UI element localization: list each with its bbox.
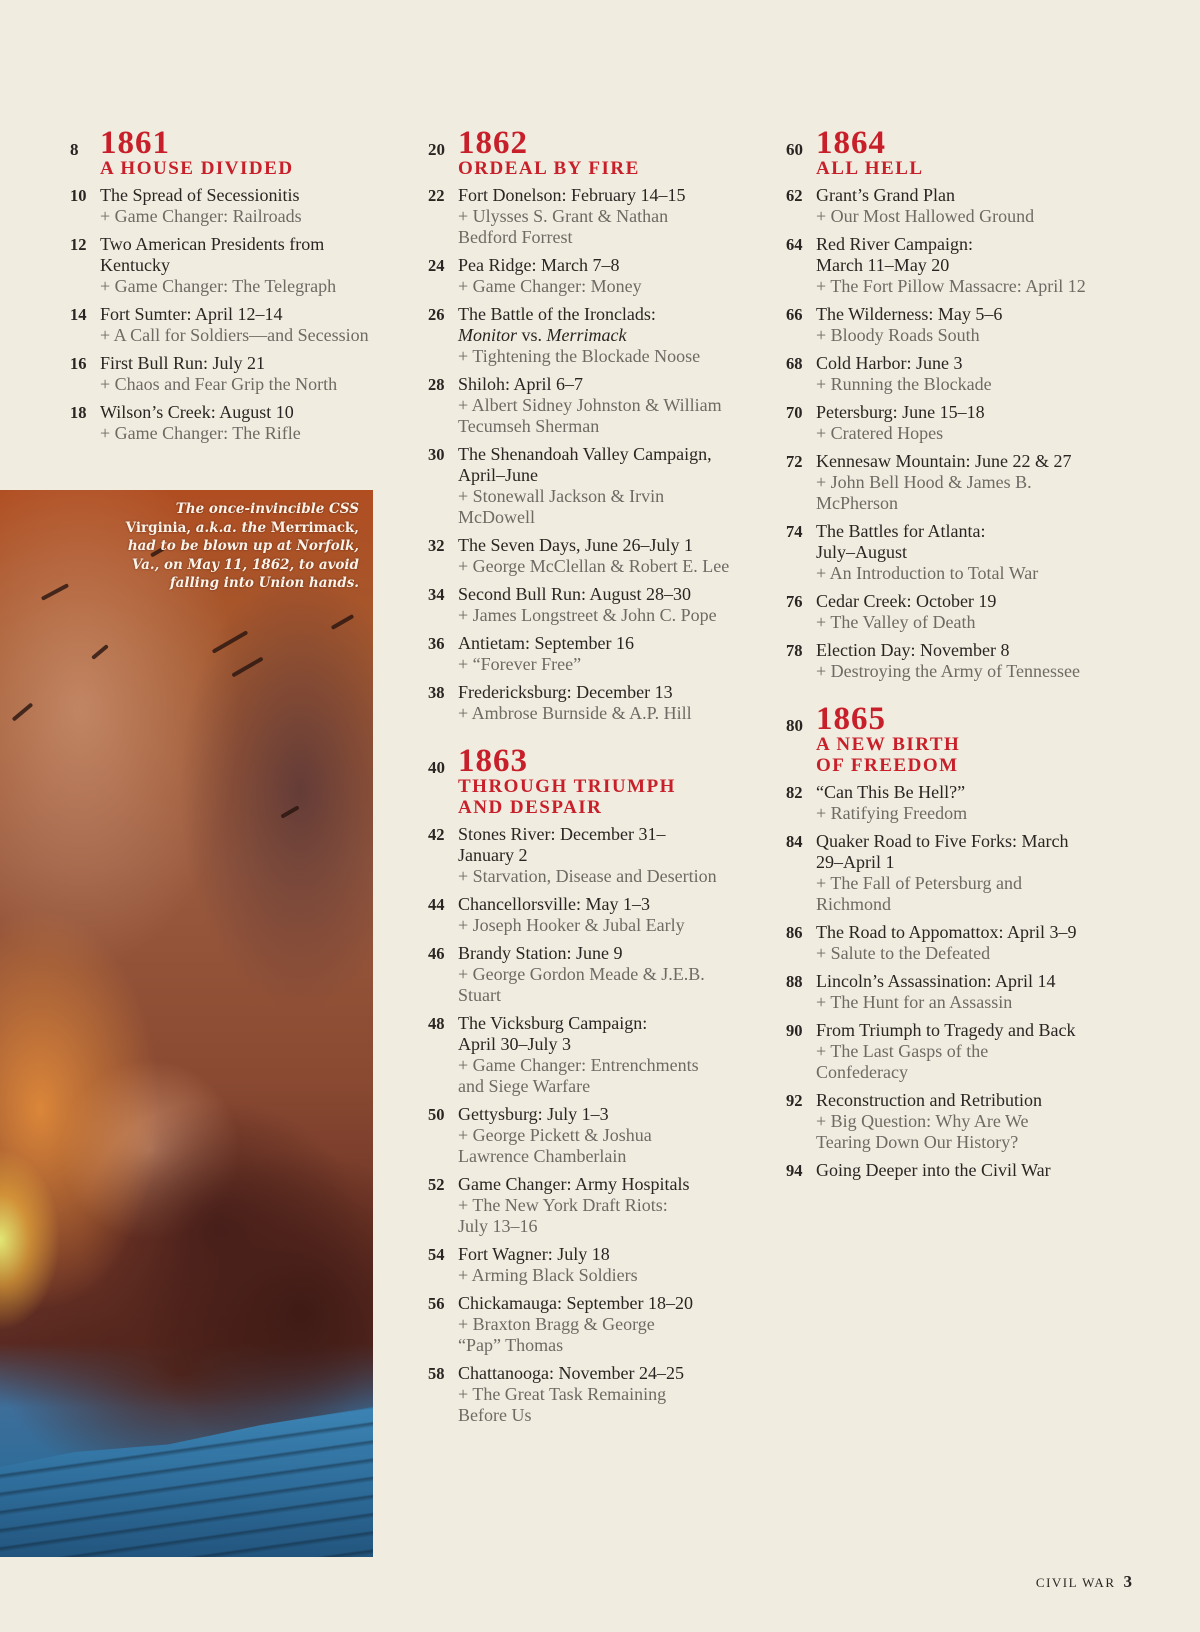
entry-subtitle: + The Last Gasps of the [816, 1041, 989, 1061]
entry-page-number: 88 [786, 972, 803, 991]
debris-mark [91, 644, 109, 660]
entry-subtitle: + Cratered Hopes [816, 423, 944, 443]
entry-title: The Road to Appomattox: April 3–9 [816, 922, 1077, 942]
debris-mark [12, 702, 34, 721]
toc-entry[interactable] [70, 353, 410, 395]
entry-title: Fort Donelson: February 14–15 [458, 185, 686, 205]
section-subtitle: THROUGH TRIUMPH [458, 776, 676, 797]
entry-page-number: 24 [428, 256, 445, 275]
section-subtitle: ALL HELL [816, 158, 924, 179]
toc-column-1 [70, 125, 410, 466]
entry-body [816, 971, 1146, 1013]
entry-page-number: 10 [70, 186, 87, 205]
entry-body [816, 1090, 1146, 1153]
section-heading [70, 125, 410, 179]
toc-entry[interactable] [428, 1293, 778, 1356]
entry-title: Chattanooga: November 24–25 [458, 1363, 684, 1383]
section-subtitle: OF FREEDOM [816, 755, 959, 776]
debris-mark [331, 614, 355, 630]
entry-page-number: 94 [786, 1161, 803, 1180]
entry-page-number: 86 [786, 923, 803, 942]
debris-mark [212, 630, 249, 653]
entry-subtitle: + Salute to the Defeated [816, 943, 991, 963]
toc-section-1863 [428, 743, 778, 1426]
entry-subtitle: + Joseph Hooker & Jubal Early [458, 915, 685, 935]
toc-entry[interactable] [70, 234, 410, 297]
entry-body [458, 1363, 778, 1426]
toc-entry[interactable] [786, 185, 1146, 227]
entry-title: April–June [458, 465, 538, 485]
ship-name: Merrimack [546, 325, 627, 345]
toc-entry[interactable] [428, 1013, 778, 1097]
entry-subtitle: + Game Changer: The Telegraph [100, 276, 337, 296]
toc-section-1865 [786, 701, 1146, 1181]
entry-body [458, 255, 778, 297]
entry-page-number: 84 [786, 832, 803, 851]
photo-caption [99, 500, 359, 593]
entry-page-number: 62 [786, 186, 803, 205]
entry-page-number: 16 [70, 354, 87, 373]
section-heading-text [100, 125, 410, 179]
entry-page-number: 70 [786, 403, 803, 422]
entry-body [458, 943, 778, 1006]
photo-water [0, 1407, 373, 1557]
entry-page-number: 14 [70, 305, 87, 324]
entry-body [816, 591, 1146, 633]
entry-title: 29–April 1 [816, 852, 895, 872]
entry-subtitle: Stuart [458, 985, 501, 1005]
entry-title: The Battles for Atlanta: [816, 521, 986, 541]
section-heading [786, 701, 1146, 776]
entry-page-number: 90 [786, 1021, 803, 1040]
entry-page-number: 54 [428, 1245, 445, 1264]
entry-subtitle: July 13–16 [458, 1216, 538, 1236]
entry-body [816, 521, 1146, 584]
caption-line [99, 519, 359, 538]
entry-body [458, 894, 778, 936]
entry-subtitle: + Bloody Roads South [816, 325, 980, 345]
entry-subtitle: + Ulysses S. Grant & Nathan [458, 206, 669, 226]
entry-page-number: 44 [428, 895, 445, 914]
entry-body [816, 234, 1146, 297]
entry-body [458, 185, 778, 248]
entry-page-number: 58 [428, 1364, 445, 1383]
toc-entry[interactable] [428, 633, 778, 675]
entry-subtitle: Bedford Forrest [458, 227, 573, 247]
entry-subtitle: + George Pickett & Joshua [458, 1125, 652, 1145]
entry-title: Two American Presidents from [100, 234, 325, 254]
entry-body [458, 824, 778, 887]
entry-title: Brandy Station: June 9 [458, 943, 623, 963]
entry-subtitle: + Albert Sidney Johnston & William [458, 395, 722, 415]
entry-body [458, 633, 778, 675]
entry-title: Gettysburg: July 1–3 [458, 1104, 609, 1124]
toc-entry[interactable] [428, 374, 778, 437]
entry-title: Kennesaw Mountain: June 22 & 27 [816, 451, 1072, 471]
entry-body [458, 1174, 778, 1237]
caption-segment: The once-invincible CSS [175, 501, 359, 517]
debris-mark [231, 657, 263, 678]
entry-title: Cold Harbor: June 3 [816, 353, 963, 373]
entry-page-number: 92 [786, 1091, 803, 1110]
entry-body [100, 402, 410, 444]
entry-subtitle: + Tightening the Blockade Noose [458, 346, 701, 366]
section-year: 1864 [816, 125, 886, 161]
section-heading-text [816, 701, 1146, 776]
entry-body [816, 304, 1146, 346]
toc-entry[interactable] [786, 591, 1146, 633]
entry-subtitle: + Starvation, Disease and Desertion [458, 866, 717, 886]
entry-title: The Battle of the Ironclads: [458, 304, 656, 324]
entry-title: The Wilderness: May 5–6 [816, 304, 1003, 324]
toc-entry[interactable] [786, 304, 1146, 346]
entry-subtitle: + Running the Blockade [816, 374, 992, 394]
entry-subtitle: + Our Most Hallowed Ground [816, 206, 1035, 226]
entry-title: Antietam: September 16 [458, 633, 634, 653]
toc-entry[interactable] [786, 922, 1146, 964]
entry-subtitle: + The Fort Pillow Massacre: April 12 [816, 276, 1086, 296]
entry-subtitle: + Arming Black Soldiers [458, 1265, 638, 1285]
section-year: 1861 [100, 125, 170, 161]
entry-body [458, 1244, 778, 1286]
section-page-number: 80 [786, 716, 803, 735]
section-page-number: 8 [70, 140, 79, 159]
entry-title: Petersburg: June 15–18 [816, 402, 985, 422]
entry-page-number: 48 [428, 1014, 445, 1033]
section-heading [786, 125, 1146, 179]
entry-title: The Shenandoah Valley Campaign, [458, 444, 712, 464]
toc-entry[interactable] [428, 255, 778, 297]
photo-explosion-css-virginia [0, 490, 373, 1557]
toc-entry[interactable] [786, 1160, 1146, 1181]
entry-body [458, 374, 778, 437]
entry-subtitle: + John Bell Hood & James B. [816, 472, 1032, 492]
entry-title: Election Day: November 8 [816, 640, 1010, 660]
entry-title: The Spread of Secessionitis [100, 185, 300, 205]
caption-line [99, 556, 359, 575]
entry-subtitle: Tecumseh Sherman [458, 416, 600, 436]
entry-title: Kentucky [100, 255, 170, 275]
page-folio [1036, 1572, 1132, 1592]
entry-title: Chickamauga: September 18–20 [458, 1293, 693, 1313]
toc-entry[interactable] [786, 1090, 1146, 1153]
entry-page-number: 26 [428, 305, 445, 324]
folio-page-number: 3 [1123, 1572, 1132, 1591]
caption-segment: falling into Union hands. [169, 575, 359, 591]
entry-subtitle: + Chaos and Fear Grip the North [100, 374, 338, 394]
caption-segment: Virginia, [125, 519, 192, 536]
entry-title: Fredericksburg: December 13 [458, 682, 673, 702]
entry-body [458, 1293, 778, 1356]
section-subtitle: AND DESPAIR [458, 797, 603, 818]
entry-subtitle: + An Introduction to Total War [816, 563, 1039, 583]
entry-title: Going Deeper into the Civil War [816, 1160, 1051, 1180]
section-page-number: 20 [428, 140, 445, 159]
title-connector: vs. [517, 325, 547, 345]
toc-entry[interactable] [786, 831, 1146, 915]
entry-title: Shiloh: April 6–7 [458, 374, 584, 394]
toc-entry[interactable] [786, 451, 1146, 514]
entry-subtitle: Lawrence Chamberlain [458, 1146, 627, 1166]
entry-subtitle: Confederacy [816, 1062, 908, 1082]
entry-page-number: 12 [70, 235, 87, 254]
toc-entry[interactable] [428, 1174, 778, 1237]
section-subtitle: ORDEAL BY FIRE [458, 158, 640, 179]
entry-title: Chancellorsville: May 1–3 [458, 894, 650, 914]
folio-label: CIVIL WAR [1035, 1575, 1116, 1590]
entry-page-number: 22 [428, 186, 445, 205]
entry-title: January 2 [458, 845, 528, 865]
entry-page-number: 76 [786, 592, 803, 611]
section-heading-text [458, 125, 778, 179]
entry-body [458, 304, 778, 367]
toc-entry[interactable] [70, 185, 410, 227]
entry-subtitle: + The New York Draft Riots: [458, 1195, 668, 1215]
entry-subtitle: + Destroying the Army of Tennessee [816, 661, 1081, 681]
entry-body [100, 304, 410, 346]
entry-body [816, 922, 1146, 964]
toc-entry[interactable] [786, 640, 1146, 682]
entry-subtitle: McDowell [458, 507, 535, 527]
entry-page-number: 46 [428, 944, 445, 963]
entry-body [816, 185, 1146, 227]
entry-body [458, 1104, 778, 1167]
entry-title: The Seven Days, June 26–July 1 [458, 535, 693, 555]
entry-body [458, 1013, 778, 1097]
section-year: 1863 [458, 743, 528, 779]
toc-entry[interactable] [786, 234, 1146, 297]
entry-page-number: 28 [428, 375, 445, 394]
entry-subtitle: McPherson [816, 493, 898, 513]
entry-subtitle: “Pap” Thomas [458, 1335, 564, 1355]
toc-entry[interactable] [428, 535, 778, 577]
section-page-number: 60 [786, 140, 803, 159]
toc-entry[interactable] [428, 444, 778, 528]
toc-entry[interactable] [428, 1244, 778, 1286]
section-page-number: 40 [428, 758, 445, 777]
entry-subtitle: + Game Changer: The Rifle [100, 423, 301, 443]
toc-entry[interactable] [428, 824, 778, 887]
caption-segment: had to be blown up at Norfolk, [127, 538, 359, 554]
section-subtitle: A HOUSE DIVIDED [100, 158, 294, 179]
entry-title: The Vicksburg Campaign: [458, 1013, 648, 1033]
entry-subtitle: + George Gordon Meade & J.E.B. [458, 964, 705, 984]
entry-subtitle: + Ambrose Burnside & A.P. Hill [458, 703, 692, 723]
toc-entry[interactable] [786, 521, 1146, 584]
entry-page-number: 56 [428, 1294, 445, 1313]
section-year: 1865 [816, 701, 886, 737]
entry-title: Second Bull Run: August 28–30 [458, 584, 692, 604]
toc-entry[interactable] [428, 584, 778, 626]
debris-mark [41, 583, 69, 601]
entry-body [816, 1020, 1146, 1083]
entry-body [816, 831, 1146, 915]
section-heading-text [816, 125, 1146, 179]
section-heading [428, 743, 778, 818]
entry-subtitle: Richmond [816, 894, 891, 914]
section-year: 1862 [458, 125, 528, 161]
entry-page-number: 32 [428, 536, 445, 555]
section-heading [428, 125, 778, 179]
entry-page-number: 30 [428, 445, 445, 464]
entry-body [100, 353, 410, 395]
entry-title: Game Changer: Army Hospitals [458, 1174, 690, 1194]
caption-segment: Merrimack, [270, 519, 359, 536]
entry-page-number: 72 [786, 452, 803, 471]
toc-entry[interactable] [428, 1363, 778, 1426]
entry-title: Fort Wagner: July 18 [458, 1244, 610, 1264]
entry-title-italic-line [458, 325, 778, 346]
caption-segment: Va., on May 11, 1862, to avoid [131, 556, 359, 573]
entry-page-number: 50 [428, 1105, 445, 1124]
entry-page-number: 18 [70, 403, 87, 422]
section-heading-text [458, 743, 778, 818]
toc-section-1861 [70, 125, 410, 444]
toc-entry[interactable] [70, 402, 410, 444]
entry-body [816, 782, 1146, 824]
entry-body [100, 234, 410, 297]
toc-entry[interactable] [428, 894, 778, 936]
entry-subtitle: and Siege Warfare [458, 1076, 591, 1096]
entry-title: Stones River: December 31– [458, 824, 666, 844]
toc-entry[interactable] [428, 185, 778, 248]
entry-page-number: 74 [786, 522, 803, 541]
entry-page-number: 66 [786, 305, 803, 324]
entry-subtitle: + George McClellan & Robert E. Lee [458, 556, 730, 576]
entry-subtitle: + Stonewall Jackson & Irvin [458, 486, 665, 506]
entry-page-number: 78 [786, 641, 803, 660]
entry-title: Quaker Road to Five Forks: March [816, 831, 1069, 851]
toc-section-1862 [428, 125, 778, 724]
entry-subtitle: Tearing Down Our History? [816, 1132, 1019, 1152]
entry-subtitle: + Big Question: Why Are We [816, 1111, 1029, 1131]
entry-title: Reconstruction and Retribution [816, 1090, 1042, 1110]
entry-body [816, 451, 1146, 514]
toc-entry[interactable] [428, 682, 778, 724]
caption-line [99, 537, 359, 556]
entry-subtitle: Before Us [458, 1405, 532, 1425]
entry-body [816, 1160, 1146, 1181]
entry-title: Red River Campaign: [816, 234, 973, 254]
entry-subtitle: + Game Changer: Entrenchments [458, 1055, 699, 1075]
entry-body [816, 353, 1146, 395]
entry-page-number: 52 [428, 1175, 445, 1194]
toc-entry[interactable] [786, 971, 1146, 1013]
entry-subtitle: + The Hunt for an Assassin [816, 992, 1013, 1012]
entry-body [816, 402, 1146, 444]
ship-name: Monitor [458, 325, 518, 345]
toc-column-3 [786, 125, 1146, 1203]
entry-title: Pea Ridge: March 7–8 [458, 255, 620, 275]
entry-body [458, 444, 778, 528]
entry-title: Lincoln’s Assassination: April 14 [816, 971, 1056, 991]
entry-body [100, 185, 410, 227]
entry-title: July–August [816, 542, 908, 562]
entry-title: “Can This Be Hell?” [816, 782, 966, 802]
entry-title: From Triumph to Tragedy and Back [816, 1020, 1076, 1040]
entry-page-number: 68 [786, 354, 803, 373]
entry-page-number: 82 [786, 783, 803, 802]
caption-segment: a.k.a. the [191, 519, 271, 536]
entry-subtitle: + “Forever Free” [458, 654, 582, 674]
entry-subtitle: + James Longstreet & John C. Pope [458, 605, 717, 625]
entry-body [458, 535, 778, 577]
entry-subtitle: + Game Changer: Money [458, 276, 642, 296]
debris-mark [280, 805, 299, 818]
entry-page-number: 36 [428, 634, 445, 653]
toc-entry[interactable] [786, 1020, 1146, 1083]
entry-title: Cedar Creek: October 19 [816, 591, 997, 611]
caption-line [99, 574, 359, 593]
entry-title: Grant’s Grand Plan [816, 185, 955, 205]
entry-subtitle: + A Call for Soldiers—and Secession [100, 325, 369, 345]
entry-subtitle: + Game Changer: Railroads [100, 206, 302, 226]
toc-column-2 [428, 125, 778, 1448]
toc-entry[interactable] [428, 1104, 778, 1167]
entry-body [816, 640, 1146, 682]
toc-entry[interactable] [70, 304, 410, 346]
entry-page-number: 64 [786, 235, 803, 254]
entry-body [458, 584, 778, 626]
toc-entry[interactable] [786, 353, 1146, 395]
entry-page-number: 42 [428, 825, 445, 844]
entry-page-number: 34 [428, 585, 445, 604]
caption-line [99, 500, 359, 519]
toc-entry[interactable] [428, 304, 778, 367]
toc-entry[interactable] [786, 782, 1146, 824]
entry-subtitle: + The Valley of Death [816, 612, 976, 632]
toc-entry[interactable] [428, 943, 778, 1006]
entry-page-number: 38 [428, 683, 445, 702]
entry-subtitle: + The Fall of Petersburg and [816, 873, 1022, 893]
entry-title: Fort Sumter: April 12–14 [100, 304, 283, 324]
entry-body [458, 682, 778, 724]
section-subtitle: A NEW BIRTH [816, 734, 961, 755]
toc-entry[interactable] [786, 402, 1146, 444]
entry-title: April 30–July 3 [458, 1034, 572, 1054]
toc-section-1864 [786, 125, 1146, 682]
entry-title: March 11–May 20 [816, 255, 950, 275]
entry-subtitle: + Braxton Bragg & George [458, 1314, 655, 1334]
entry-subtitle: + Ratifying Freedom [816, 803, 968, 823]
entry-title: Wilson’s Creek: August 10 [100, 402, 294, 422]
entry-title: First Bull Run: July 21 [100, 353, 266, 373]
entry-subtitle: + The Great Task Remaining [458, 1384, 667, 1404]
